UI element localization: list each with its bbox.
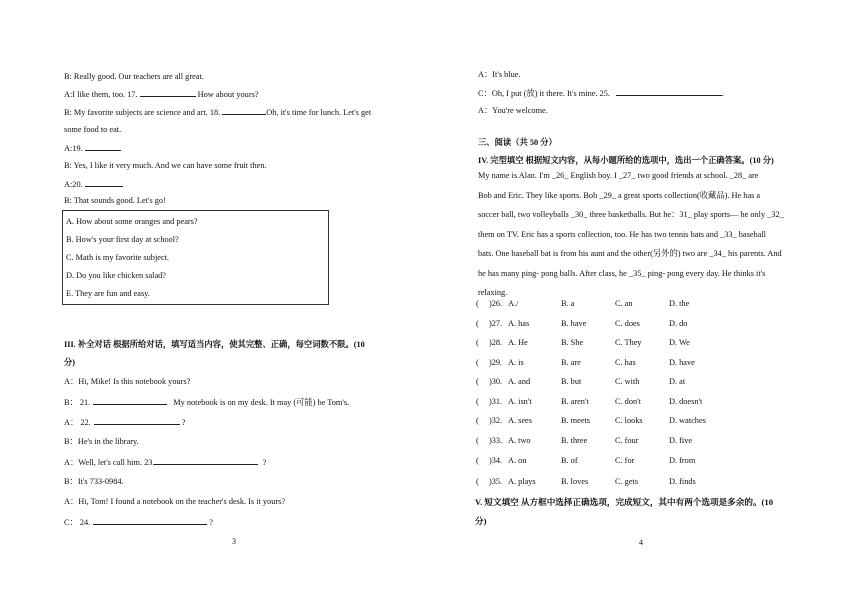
dialog-line: A：It's blue. bbox=[478, 70, 521, 79]
option-e: E. They are fun and easy. bbox=[66, 289, 150, 298]
dialog-line: A:I like them, too. 17. How about yours? bbox=[64, 90, 259, 99]
option-a: A. on bbox=[508, 456, 527, 465]
question-number: )30. bbox=[489, 377, 503, 386]
option-c: C. does bbox=[615, 318, 640, 328]
option-b: B. are bbox=[561, 357, 581, 367]
answer-blank-18[interactable] bbox=[222, 106, 266, 115]
options-box bbox=[62, 210, 329, 305]
passage-line: them on TV. Eric has a sports collection, too. He has two tennis bats and _33_ baseball bbox=[478, 229, 766, 239]
option-b: B. meets bbox=[561, 416, 591, 425]
question-row bbox=[430, 396, 860, 410]
option-d: D. Do you like chicken salad? bbox=[66, 271, 166, 280]
option-c: C. with bbox=[615, 377, 640, 386]
question-number: )28. bbox=[489, 338, 503, 347]
answer-paren[interactable]: ( bbox=[476, 357, 479, 367]
dialog-line: A：Hi, Tom! I found a notebook on the teacher's desk. Is it yours? bbox=[64, 497, 286, 506]
dialog-line: B： 21. My notebook is on my desk. It may (可能) be Tom's. bbox=[64, 398, 350, 407]
option-c: C. They bbox=[615, 338, 642, 347]
dialog-line: B: My favorite subjects are science and art. 18. Oh, it's time for lunch. Let's get bbox=[64, 108, 372, 117]
option-a: A. plays bbox=[508, 477, 536, 486]
option-b: B. loves bbox=[561, 477, 589, 486]
answer-paren[interactable]: ( bbox=[476, 338, 479, 347]
answer-blank-25[interactable] bbox=[616, 87, 722, 96]
dialog-line: some food to eat. bbox=[64, 125, 122, 134]
option-a: A. How about some oranges and pears? bbox=[66, 217, 198, 226]
question-row bbox=[430, 357, 860, 371]
question-row bbox=[430, 376, 860, 390]
option-d: D. from bbox=[669, 456, 696, 465]
question-number: )29. bbox=[489, 357, 503, 367]
dialog-line: A:20. bbox=[64, 178, 123, 190]
passage-line: Bob and Eric. They like sports. Bob _29_ a great sports collection(收藏品). He has a bbox=[478, 190, 761, 200]
question-number: )31. bbox=[489, 396, 503, 406]
question-number: )35. bbox=[489, 477, 503, 486]
option-a: A. two bbox=[508, 435, 531, 445]
option-b: B. How's your first day at school? bbox=[66, 235, 179, 244]
answer-paren[interactable]: ( bbox=[476, 377, 479, 386]
dialog-line: B：He's in the library. bbox=[64, 437, 139, 446]
option-d: D. at bbox=[669, 377, 686, 386]
answer-paren[interactable]: ( bbox=[476, 456, 479, 465]
section-5-title-cont: 分) bbox=[475, 516, 487, 526]
dialog-line: A：You're welcome. bbox=[478, 106, 548, 115]
option-b: B. three bbox=[561, 435, 588, 445]
option-a: A. He bbox=[508, 338, 528, 347]
option-d: D. doesn't bbox=[669, 396, 703, 406]
question-number: )27. bbox=[489, 318, 503, 328]
dialog-line: A： 22. ? bbox=[64, 418, 186, 427]
option-b: B. have bbox=[561, 318, 587, 328]
answer-paren[interactable]: ( bbox=[476, 318, 479, 328]
answer-blank-22[interactable] bbox=[94, 416, 180, 425]
question-row bbox=[430, 415, 860, 429]
question-row bbox=[430, 476, 860, 490]
option-b: B. aren't bbox=[561, 396, 589, 406]
question-row bbox=[430, 337, 860, 351]
option-c: C. an bbox=[615, 299, 633, 308]
dialog-line: B: Really good. Our teachers are all great. bbox=[64, 72, 204, 81]
answer-paren[interactable]: ( bbox=[476, 416, 479, 425]
option-a: A. is bbox=[508, 357, 524, 367]
question-row bbox=[430, 455, 860, 469]
question-row bbox=[430, 298, 860, 312]
option-b: B. She bbox=[561, 338, 584, 347]
reading-section-title: 三、阅读（共 50 分） bbox=[478, 138, 557, 147]
answer-blank-23[interactable] bbox=[154, 456, 258, 465]
passage-line: bats. One baseball bat is from his aunt and the other(另外的) two are _34_ his parents. And bbox=[478, 249, 782, 258]
dialog-line: B：It's 733-0984. bbox=[64, 477, 124, 486]
option-a: A. sees bbox=[508, 416, 532, 425]
answer-paren[interactable]: ( bbox=[476, 435, 479, 445]
question-number: )34. bbox=[489, 456, 503, 465]
question-row bbox=[430, 318, 860, 332]
answer-blank-19[interactable] bbox=[85, 142, 121, 151]
option-d: D. watches bbox=[669, 416, 706, 425]
dialog-line: C： 24. ? bbox=[64, 518, 213, 527]
option-c: C. Math is my favorite subject. bbox=[66, 253, 170, 262]
question-number: )32. bbox=[489, 416, 503, 425]
answer-blank-20[interactable] bbox=[85, 178, 123, 187]
dialog-line: A：Hi, Mike! Is this notebook yours? bbox=[64, 377, 191, 386]
option-c: C. looks bbox=[615, 416, 643, 425]
cloze-passage bbox=[478, 166, 784, 303]
answer-paren[interactable]: ( bbox=[476, 396, 479, 406]
option-c: C. gets bbox=[615, 477, 639, 486]
section-3-title-cont: 分) bbox=[64, 358, 76, 367]
question-row bbox=[430, 435, 860, 449]
option-d: D. the bbox=[669, 299, 690, 308]
passage-line: relaxing. bbox=[478, 288, 508, 297]
section-3-title: III. 补全对话 根据所给对话，填写适当内容，使其完整、正确，每空词数不限。(10 bbox=[64, 340, 365, 349]
passage-line: he has many ping- pong balls. After class, he _35_ ping- pong every day. He thinks it's bbox=[478, 268, 766, 278]
page-number: 3 bbox=[232, 537, 236, 546]
option-b: B. of bbox=[561, 456, 578, 465]
cloze-section-title: IV. 完型填空 根据短文内容，从每小题所给的选项中，选出一个正确答案。(10 分) bbox=[478, 156, 774, 165]
option-a: A./ bbox=[508, 299, 519, 308]
dialog-line: B: That sounds good. Let's go! bbox=[64, 196, 166, 205]
dialog-line: C：Oh, I put (放) it there. It's mine. 25. . bbox=[478, 89, 724, 98]
option-c: C. don't bbox=[615, 396, 641, 406]
answer-blank-24[interactable] bbox=[93, 516, 207, 525]
question-number: )26. bbox=[489, 299, 503, 308]
option-d: D. do bbox=[669, 318, 688, 328]
option-b: B. but bbox=[561, 377, 582, 386]
option-c: C. four bbox=[615, 435, 639, 445]
dialog-line: B: Yes, I like it very much. And we can have some fruit then. bbox=[64, 161, 267, 170]
option-c: C. has bbox=[615, 357, 636, 367]
passage-line: My name is Alan. I'm _26_ English boy. I _27_ two good friends at school. _28_ are bbox=[478, 171, 759, 180]
option-d: D. five bbox=[669, 435, 693, 445]
answer-blank-21[interactable] bbox=[93, 396, 167, 405]
answer-paren[interactable]: ( bbox=[476, 299, 479, 308]
answer-blank-17[interactable] bbox=[140, 88, 196, 97]
question-number: )33. bbox=[489, 435, 503, 445]
option-c: C. for bbox=[615, 456, 635, 465]
option-d: D. have bbox=[669, 357, 695, 367]
answer-paren[interactable]: ( bbox=[476, 477, 479, 486]
section-5-title: V. 短文填空 从方框中选择正确选项，完成短文，其中有两个选项是多余的。(10 bbox=[475, 497, 773, 507]
page-4 bbox=[430, 0, 860, 609]
option-b: B. a bbox=[561, 299, 575, 308]
option-a: A. isn't bbox=[508, 396, 532, 406]
option-d: D. We bbox=[669, 338, 690, 347]
page-number: 4 bbox=[639, 538, 643, 547]
dialog-line: A:19. bbox=[64, 142, 121, 154]
option-a: A. has bbox=[508, 318, 530, 328]
option-a: A. and bbox=[508, 377, 531, 386]
passage-line: soccer ball, two volleyballs _30_ three basketballs. But he：31_ play sports— he only _32_ bbox=[478, 210, 784, 219]
dialog-line: A：Well, let's call him. 23. ? bbox=[64, 458, 267, 467]
option-d: D. finds bbox=[669, 477, 696, 486]
